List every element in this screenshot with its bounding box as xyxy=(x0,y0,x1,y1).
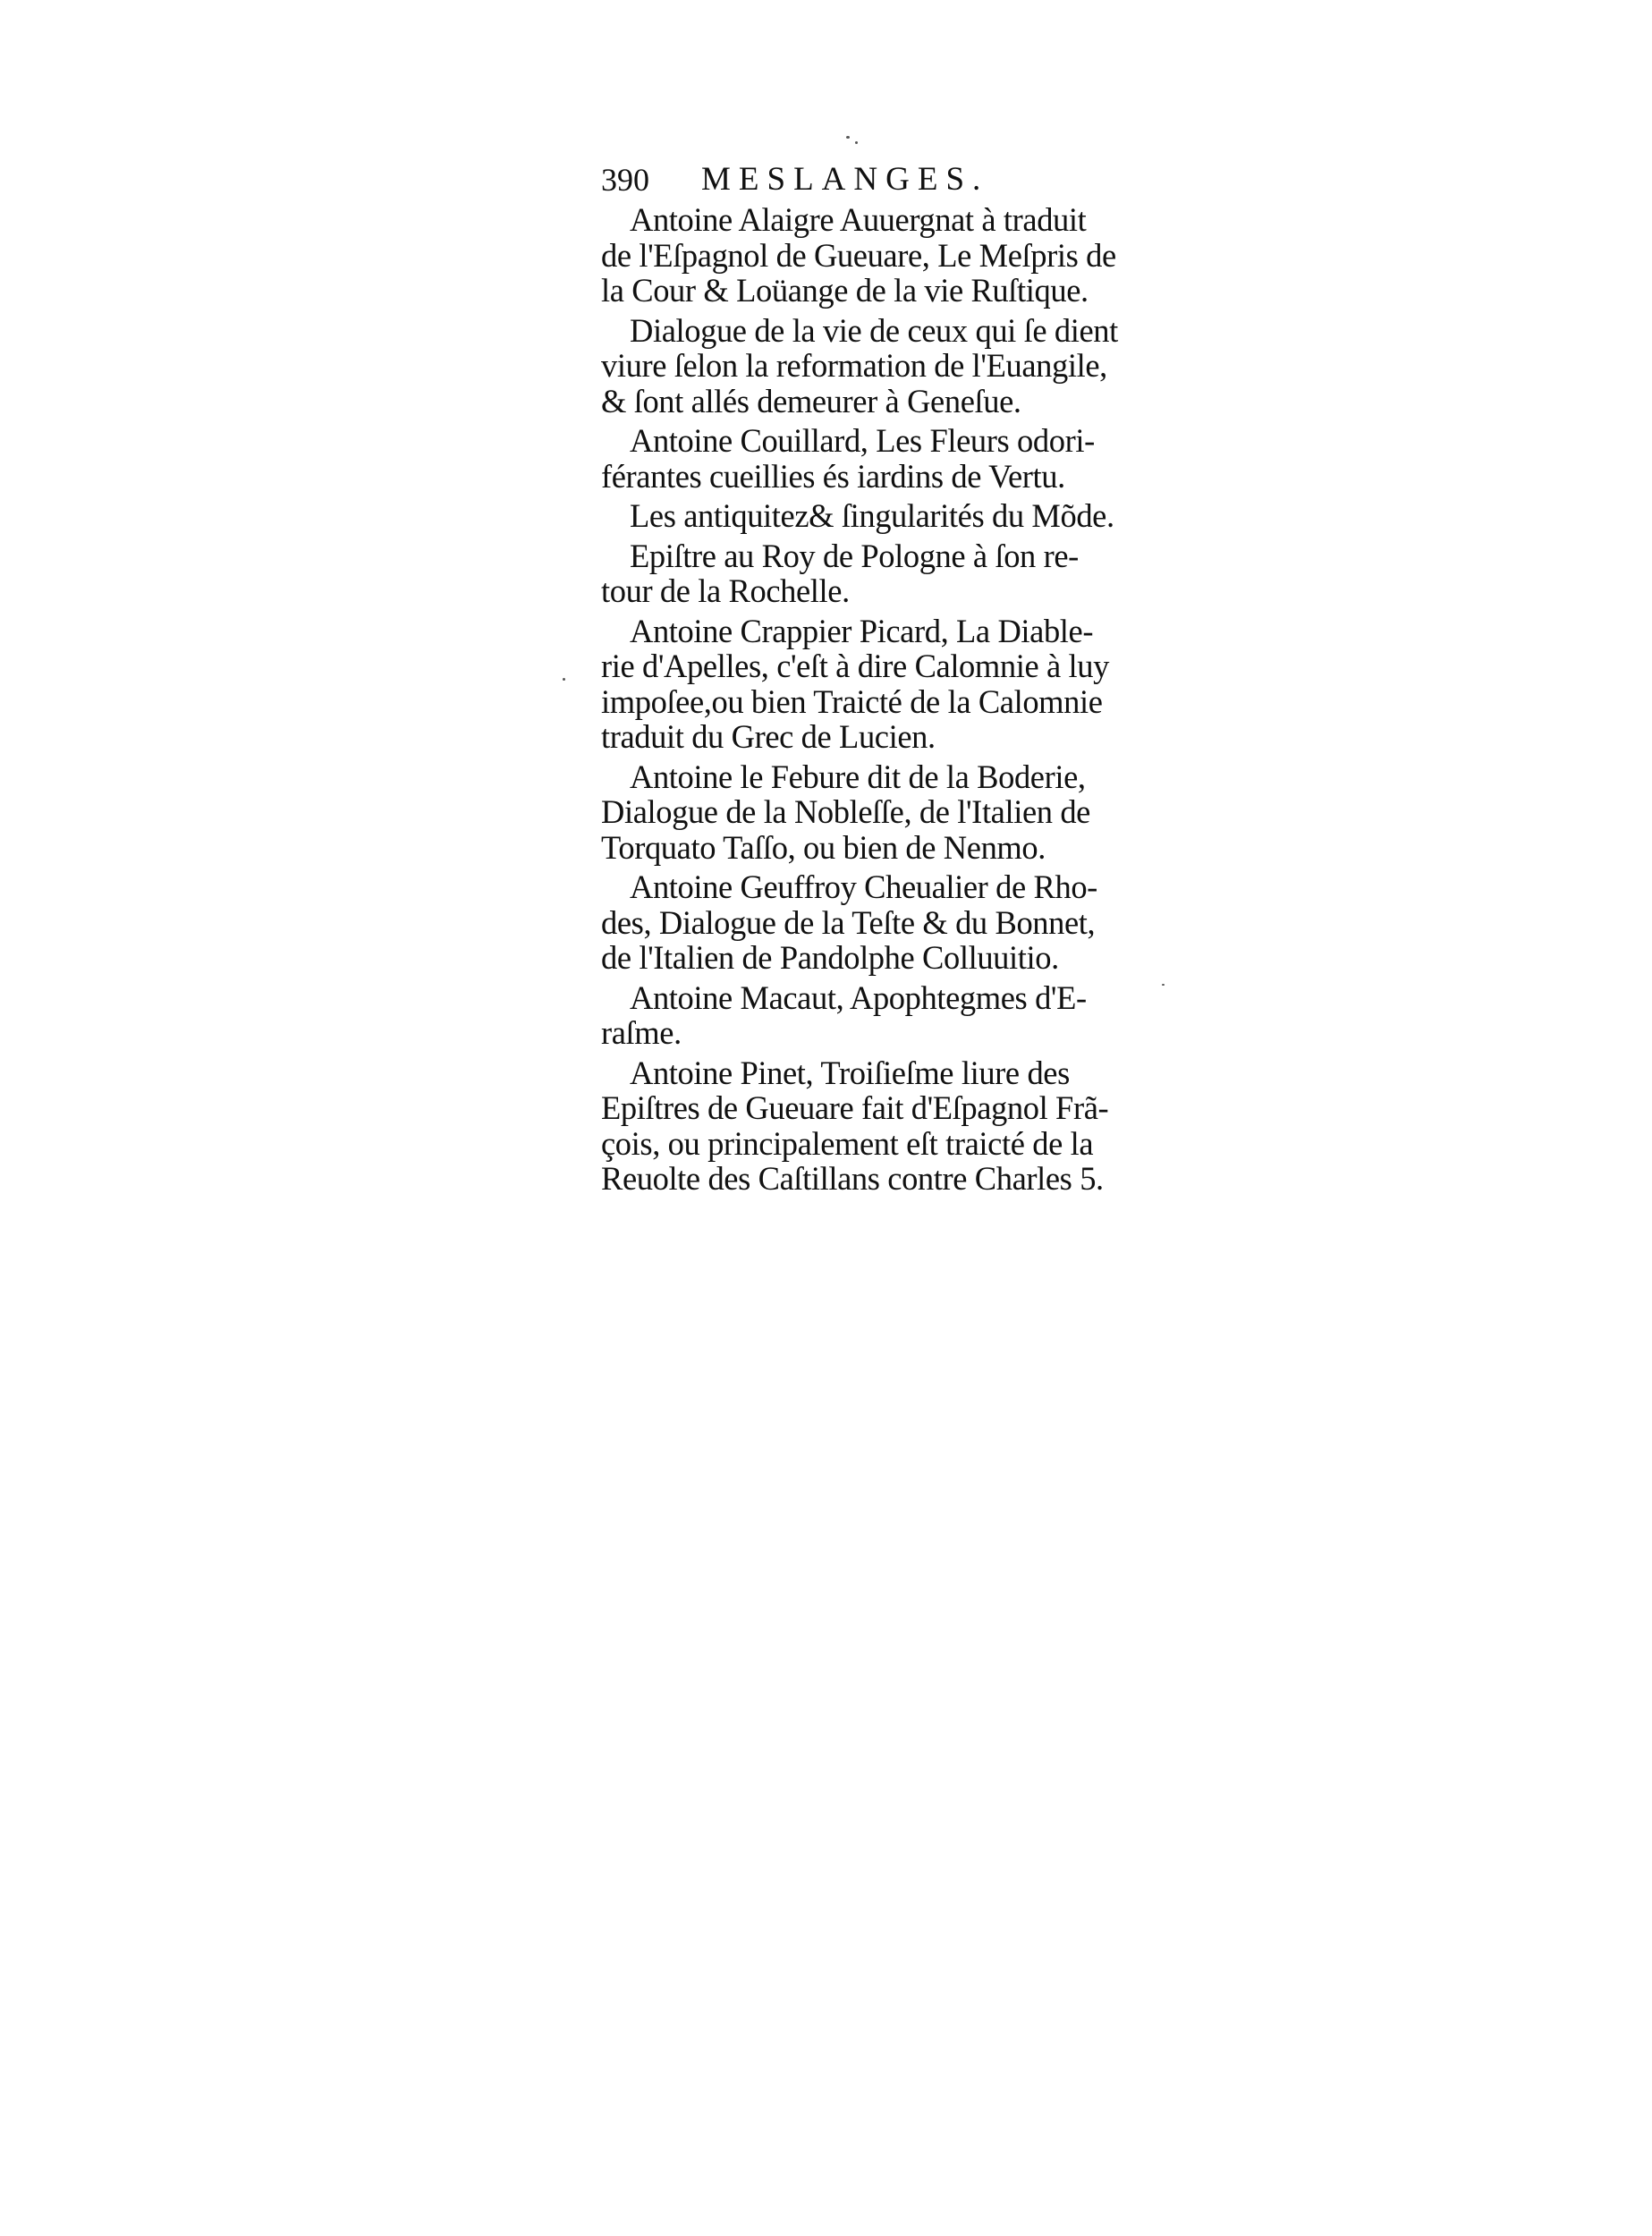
bibliography-entry xyxy=(601,759,1120,866)
running-title: MESLANGES. xyxy=(701,161,989,198)
text-line: Epiſtres de Gueuare fait d'Eſpagnol Frã- xyxy=(601,1089,1109,1126)
text-line: impoſee,ou bien Traicté de la Calomnie xyxy=(601,682,1103,720)
text-line: raſme. xyxy=(601,1014,682,1051)
bibliography-entry xyxy=(601,313,1120,419)
bibliography-entry xyxy=(601,614,1120,755)
ink-speck-top-right xyxy=(855,141,858,144)
page-number: 390 xyxy=(601,162,649,198)
text-line: Antoine Crappier Picard, La Diable- xyxy=(630,612,1094,649)
text-line: Dialogue de la Nobleſſe, de l'Italien de xyxy=(601,793,1090,830)
bibliography-entry xyxy=(601,538,1120,609)
text-line: Antoine Macaut, Apophtegmes d'E- xyxy=(630,978,1087,1016)
ink-speck-top xyxy=(846,136,850,139)
text-line: de l'Italien de Pandolphe Colluuitio. xyxy=(601,939,1059,976)
text-line: Antoine Geuffroy Cheualier de Rho- xyxy=(630,868,1097,905)
ink-speck-left xyxy=(563,678,565,681)
bibliography-entry xyxy=(601,498,1120,534)
text-line: la Cour & Loüange de la vie Ruſtique. xyxy=(601,272,1089,309)
text-line: de l'Eſpagnol de Gueuare, Le Meſpris de xyxy=(601,236,1116,274)
bibliography-entry xyxy=(601,1055,1120,1197)
ink-speck-right xyxy=(1162,984,1165,986)
text-line: rie d'Apelles, c'eſt à dire Calomnie à luy xyxy=(601,648,1109,684)
bibliography-entry xyxy=(601,202,1120,309)
text-line: viure ſelon la reformation de l'Euangile, xyxy=(601,347,1107,384)
bibliography-text xyxy=(601,202,1120,1201)
text-line: tour de la Rochelle. xyxy=(601,572,850,609)
text-line: Antoine Pinet, Troiſieſme liure des xyxy=(630,1054,1070,1091)
text-line: & ſont allés demeurer à Geneſue. xyxy=(601,382,1021,419)
text-line: Antoine Couillard, Les Fleurs odori- xyxy=(630,422,1095,459)
text-line: Reuolte des Caſtillans contre Charles 5. xyxy=(601,1160,1104,1197)
text-line: Antoine le Febure dit de la Boderie, xyxy=(630,758,1086,795)
text-line: Antoine Alaigre Auuergnat à traduit xyxy=(630,201,1087,238)
text-line: Epiſtre au Roy de Pologne à ſon re- xyxy=(630,537,1079,574)
running-header xyxy=(601,157,1102,202)
bibliography-entry xyxy=(601,423,1120,494)
text-line: férantes cueillies és iardins de Vertu. xyxy=(601,457,1065,495)
bibliography-entry xyxy=(601,869,1120,976)
text-line: traduit du Grec de Lucien. xyxy=(601,718,936,755)
text-line: Dialogue de la vie de ceux qui ſe dient xyxy=(630,311,1118,349)
text-line: Torquato Taſſo, ou bien de Nenmo. xyxy=(601,828,1046,866)
text-line: des, Dialogue de la Teſte & du Bonnet, xyxy=(601,903,1096,941)
text-line: Les antiquitez& ſingularités du Mõde. xyxy=(630,497,1114,534)
bibliography-entry xyxy=(601,980,1120,1051)
text-line: çois, ou principalement eſt traicté de la xyxy=(601,1124,1094,1162)
